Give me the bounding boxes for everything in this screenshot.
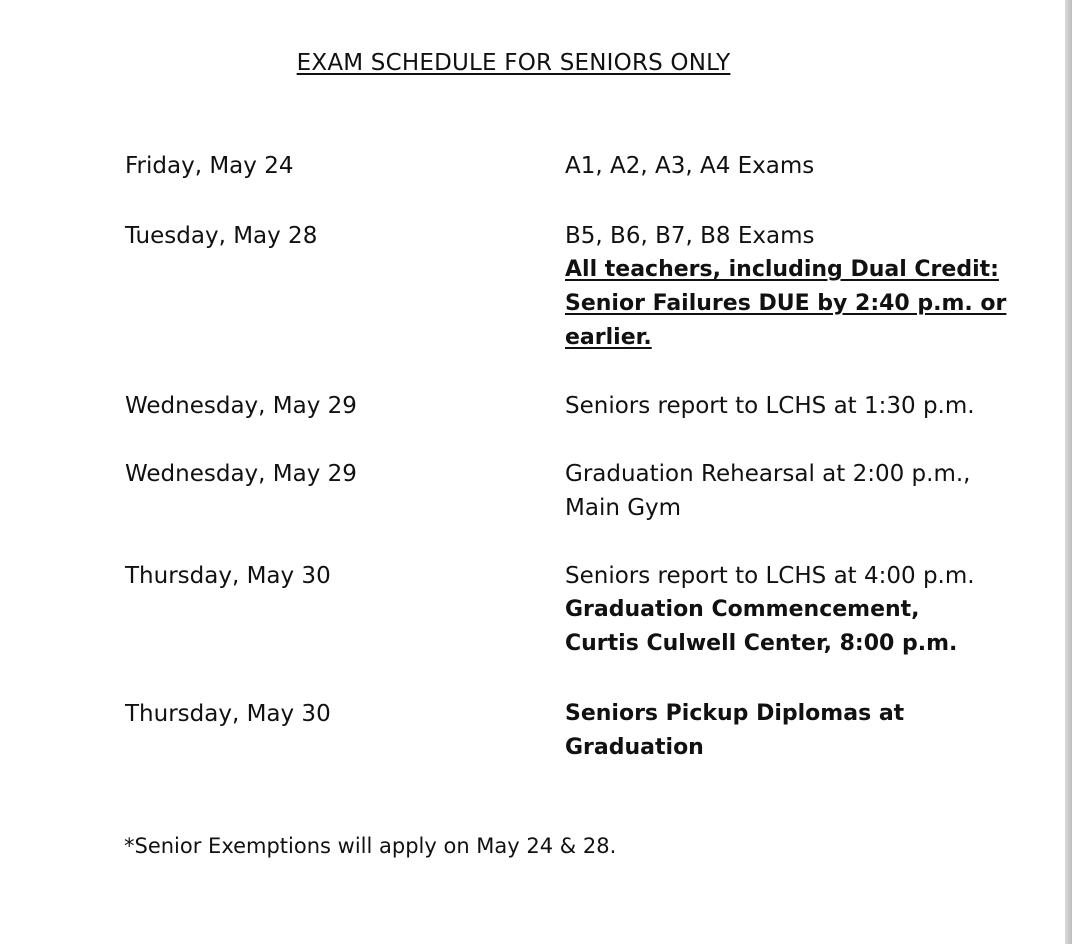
- detail-line: Main Gym: [565, 495, 682, 521]
- schedule-date: Wednesday, May 29: [125, 393, 357, 419]
- schedule-detail: [565, 149, 1035, 183]
- detail-line: A1, A2, A3, A4 Exams: [565, 153, 815, 179]
- detail-line-bold: Graduation Commencement,: [565, 597, 920, 622]
- detail-line: Seniors report to LCHS at 1:30 p.m.: [565, 393, 975, 419]
- schedule-date: Thursday, May 30: [125, 563, 331, 589]
- footnote: *Senior Exemptions will apply on May 24 & 28.: [124, 834, 617, 858]
- detail-line-bold: Graduation: [565, 735, 704, 760]
- schedule-detail: [565, 219, 1035, 355]
- schedule-detail: [565, 389, 1035, 423]
- schedule-date: Friday, May 24: [125, 153, 294, 179]
- detail-line-bold: Seniors Pickup Diplomas at: [565, 701, 905, 726]
- page-title: EXAM SCHEDULE FOR SENIORS ONLY: [296, 50, 731, 76]
- detail-line: B5, B6, B7, B8 Exams: [565, 223, 815, 249]
- detail-line: Seniors report to LCHS at 4:00 p.m.: [565, 563, 975, 589]
- schedule-date: Thursday, May 30: [125, 701, 331, 727]
- detail-line-bold: Curtis Culwell Center, 8:00 p.m.: [565, 631, 958, 656]
- schedule-date: Wednesday, May 29: [125, 461, 357, 487]
- schedule-detail: [565, 697, 1035, 765]
- detail-line-notice: All teachers, including Dual Credit:: [565, 257, 999, 282]
- schedule-detail: [565, 457, 1035, 525]
- detail-line-notice: Senior Failures DUE by 2:40 p.m. or: [565, 291, 1007, 316]
- schedule-detail: [565, 559, 1035, 661]
- schedule-date: Tuesday, May 28: [125, 223, 318, 249]
- detail-line-notice: earlier.: [565, 325, 652, 350]
- detail-line: Graduation Rehearsal at 2:00 p.m.,: [565, 461, 971, 487]
- page-edge: [1065, 0, 1072, 944]
